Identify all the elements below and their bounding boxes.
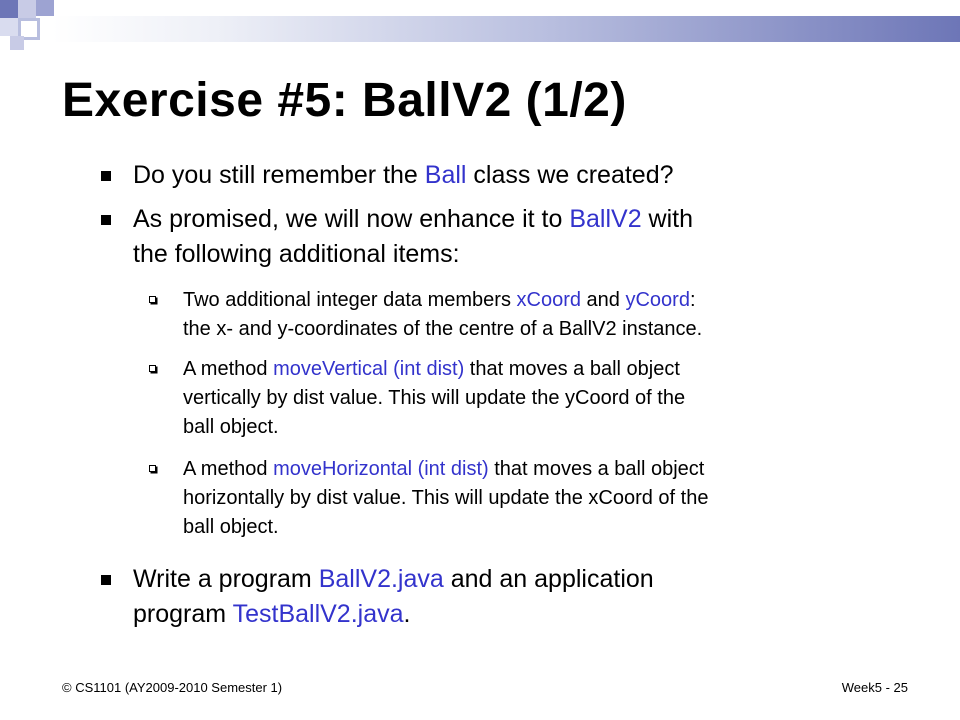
bullet-text: Do you still remember the bbox=[133, 161, 425, 189]
subbullet-text: ball object. bbox=[183, 516, 279, 538]
highlight-movehorizontal: moveHorizontal (int dist) bbox=[273, 458, 489, 480]
subbullet-text: vertically by dist value. This will update the yCoord of the bbox=[183, 387, 686, 409]
decor-square bbox=[0, 18, 18, 36]
bullet-text: Write a program bbox=[133, 565, 319, 593]
bullet-enhance bbox=[133, 202, 893, 272]
subbullet-text: and bbox=[581, 289, 626, 311]
subbullet-movevertical bbox=[183, 355, 903, 442]
bullet-text: . bbox=[403, 600, 411, 628]
subbullet-text: Two additional integer data members bbox=[183, 289, 517, 311]
footer-copyright: © CS1101 (AY2009-2010 Semester 1) bbox=[62, 680, 283, 695]
subbullet-movehorizontal bbox=[183, 455, 903, 542]
decor-square bbox=[18, 0, 36, 18]
decor-square bbox=[0, 0, 18, 18]
subbullet-text: : bbox=[689, 289, 696, 311]
highlight-movevertical: moveVertical (int dist) bbox=[273, 358, 465, 380]
highlight-ycoord: yCoord bbox=[625, 289, 690, 311]
subbullet-coords bbox=[183, 286, 903, 344]
bullet-ball-class bbox=[133, 158, 893, 193]
highlight-xcoord: xCoord bbox=[516, 289, 581, 311]
slide-title: Exercise #5: BallV2 (1/2) bbox=[62, 74, 627, 127]
header-gradient-bar bbox=[52, 16, 960, 42]
bullet-text: program bbox=[133, 600, 233, 628]
bullet-text: with bbox=[641, 205, 693, 233]
footer-page-number: Week5 - 25 bbox=[841, 680, 908, 695]
highlight-ball: Ball bbox=[424, 161, 467, 189]
subbullet-text: A method bbox=[183, 358, 274, 380]
decor-square bbox=[10, 36, 24, 50]
subbullet-text: ball object. bbox=[183, 416, 279, 438]
bullet-text: the following additional items: bbox=[133, 240, 460, 268]
subbullet-text: A method bbox=[183, 458, 274, 480]
decor-square bbox=[36, 0, 54, 16]
subbullet-text: horizontally by dist value. This will update the xCoord of the bbox=[183, 487, 709, 509]
subbullet-text: that moves a ball object bbox=[488, 458, 705, 480]
subbullet-text: the x- and y-coordinates of the centre of a BallV2 instance. bbox=[183, 318, 703, 340]
bullet-text: and an application bbox=[443, 565, 654, 593]
highlight-testballv2-java: TestBallV2.java bbox=[232, 600, 404, 628]
highlight-ballv2-java: BallV2.java bbox=[318, 565, 444, 593]
bullet-text: As promised, we will now enhance it to bbox=[133, 205, 570, 233]
bullet-text: class we created? bbox=[466, 161, 674, 189]
bullet-write-program bbox=[133, 562, 893, 632]
subbullet-text: that moves a ball object bbox=[464, 358, 680, 380]
highlight-ballv2: BallV2 bbox=[569, 205, 642, 233]
